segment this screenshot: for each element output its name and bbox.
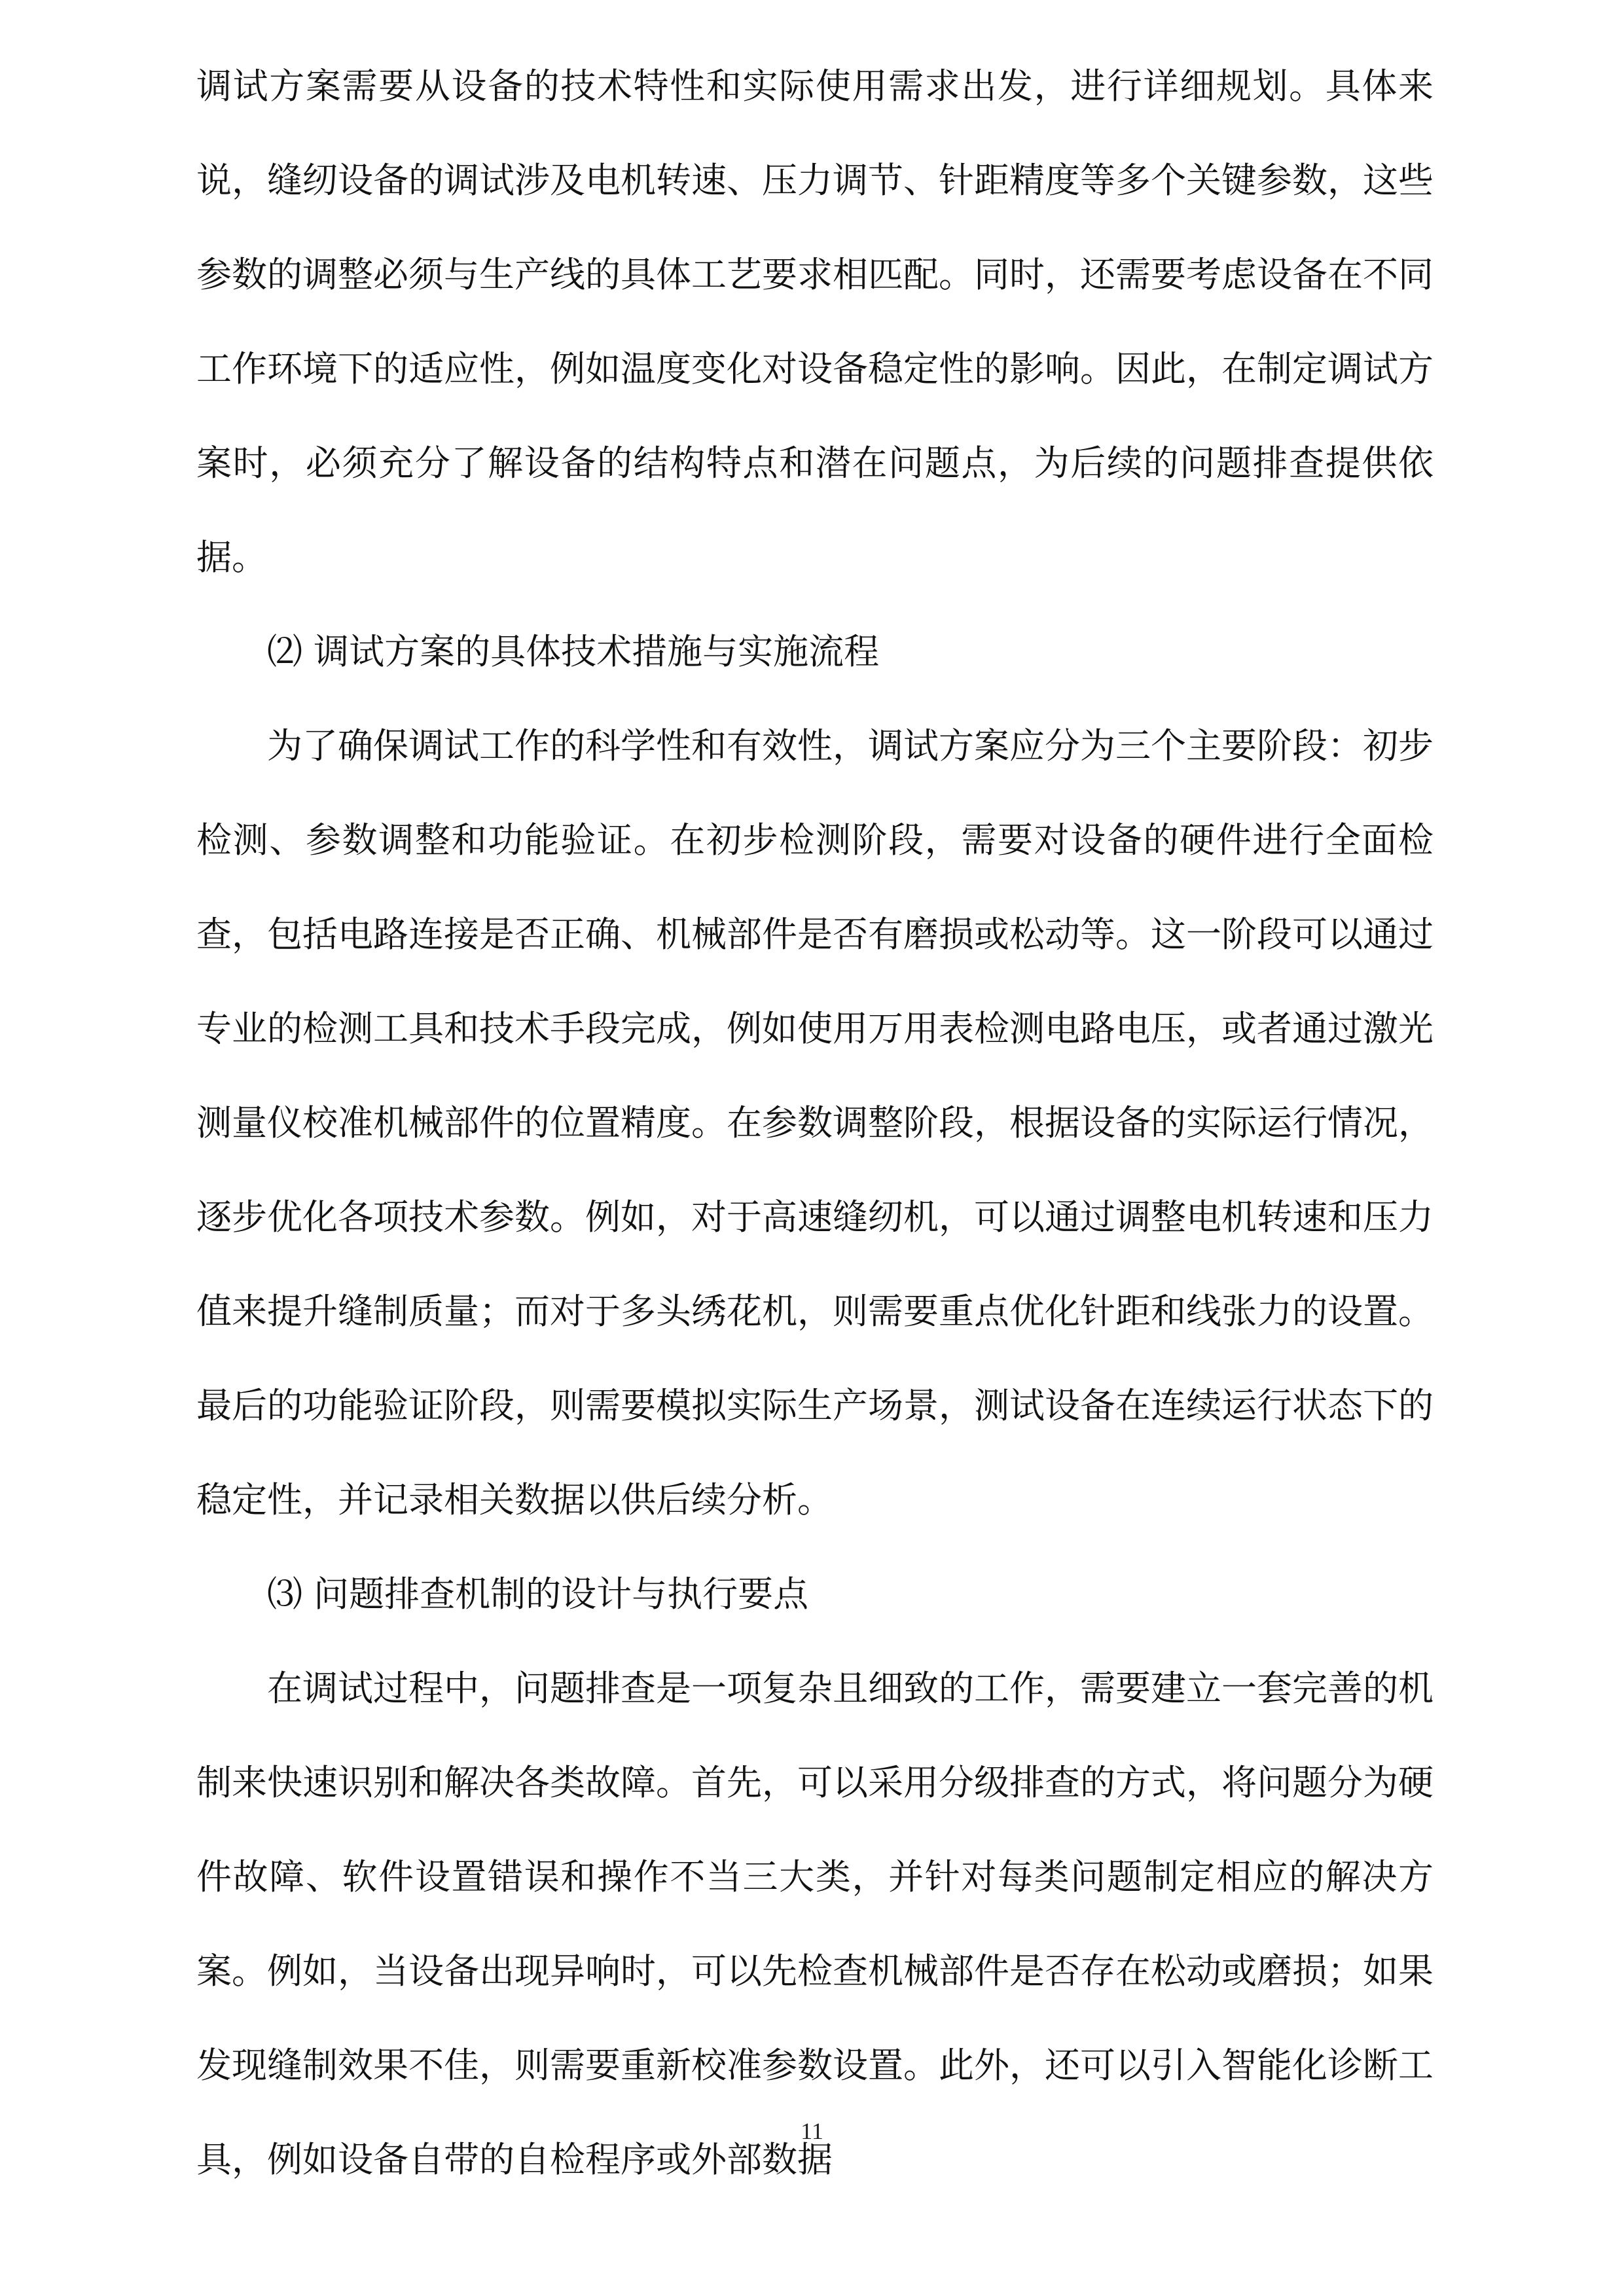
paragraph-1: 调试方案需要从设备的技术特性和实际使用需求出发，进行详细规划。具体来说，缝纫设备的调试涉及电机转速、压力调节、针距精度等多个关键参数，这些参数的调整必须与生产线的具体工艺要求相匹配。同时，还需要考虑设备在不同工作环境下的适应性，例如温度变化对设备稳定性的影响。因此，在制定调试方案时，必须充分了解设备的结构特点和潜在问题点，为后续的问题排查提供依据。: [196, 65, 1434, 578]
page-body: [196, 39, 1434, 2207]
page-number: 11: [801, 2118, 823, 2144]
paragraph-3: 为了确保调试工作的科学性和有效性，调试方案应分为三个主要阶段：初步检测、参数调整和功能验证。在初步检测阶段，需要对设备的硬件进行全面检查，包括电路连接是否正确、机械部件是否有磨损或松动等。这一阶段可以通过专业的检测工具和技术手段完成，例如使用万用表检测电路电压，或者通过激光测量仪校准机械部件的位置精度。在参数调整阶段，根据设备的实际运行情况，逐步优化各项技术参数。例如，对于高速缝纫机，可以通过调整电机转速和压力值来提升缝制质量；而对于多头绣花机，则需要重点优化针距和线张力的设置。最后的功能验证阶段，则需要模拟实际生产场景，测试设备在连续运行状态下的稳定性，并记录相关数据以供后续分析。: [196, 725, 1434, 1520]
paragraph-5: 在调试过程中，问题排查是一项复杂且细致的工作，需要建立一套完善的机制来快速识别和解决各类故障。首先，可以采用分级排查的方式，将问题分为硬件故障、软件设置错误和操作不当三大类，并针对每类问题制定相应的解决方案。例如，当设备出现异响时，可以先检查机械部件是否存在松动或磨损；如果发现缝制效果不佳，则需要重新校准参数设置。此外，还可以引入智能化诊断工具，例如设备自带的自检程序或外部数据: [196, 1668, 1434, 2180]
section-heading-2: ⑵ 调试方案的具体技术措施与实施流程: [267, 631, 880, 672]
section-heading-3: ⑶ 问题排查机制的设计与执行要点: [267, 1573, 809, 1615]
